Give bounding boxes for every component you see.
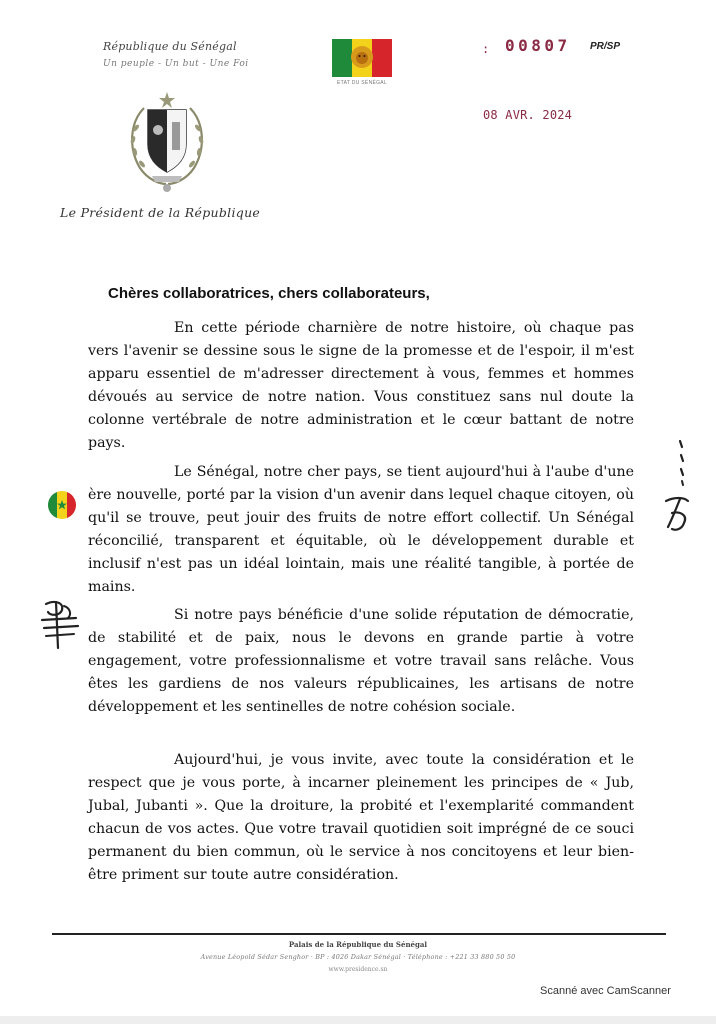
reference-suffix: PR/SP [590,41,621,52]
paragraph-2: Le Sénégal, notre cher pays, se tient aujourd'hui à l'aube d'une ère nouvelle, porté par la vision d'un avenir dans lequel chaque citoyen, où qu'il se trouve, peut jouir des fruits de notre effort collectif. Un Sénégal réconcilié, transparent et équitable, où le développement durable et inclusif n'est pas un idéal lointain, mais une réalité tangible, à portée de mains. [88,464,634,595]
paragraph-4: Aujourd'hui, je vous invite, avec toute la considération et le respect que je vous porte, à incarner pleinement les principes de « Jub, Jubal, Jubanti ». Que la droiture, la probité et l'exemplarité commandent chacun de vos actes. Que votre travail quotidien soit imprégné de ce souci permanent du bien commun, où le service à nos concitoyens et leur bien-être priment sur toute autre considération. [88,752,634,883]
president-title: Le Président de la République [60,205,261,220]
etat-caption: ETAT DU SÉNÉGAL [336,80,388,86]
lion-flag-logo [332,39,392,77]
handwritten-initial-left-icon [36,596,84,652]
coat-of-arms-seal [122,88,212,194]
salutation: Chères collaboratrices, chers collaborateurs, [108,285,430,302]
footer-title: Palais de la République du Sénégal [288,940,428,949]
senegal-flag-icon [47,490,77,520]
republic-heading: République du Sénégal [103,40,237,53]
date-stamp: 08 AVR. 2024 [483,108,573,122]
paragraph-3: Si notre pays bénéficie d'une solide réputation de démocratie, de stabilité et de paix, nous le devons en grande partie à votre engagement, votre professionnalisme et votre travail sans relâche. Vous êtes les gardiens de nos valeurs républicaines, les artisans de notre développement et les sentinelles de notre cohésion sociale. [88,607,634,715]
scanner-watermark: Scanné avec CamScanner [540,985,671,997]
footer-address: Avenue Léopold Sédar Senghor · BP : 4026 Dakar Sénégal · Téléphone : +221 33 880 50 50 [200,953,516,961]
footer-divider [52,933,666,935]
reference-number: 00807 [505,36,571,55]
national-motto: Un peuple - Un but - Une Foi [103,59,249,69]
reference-tick: : [482,42,490,56]
paragraph-1: En cette période charnière de notre histoire, où chaque pas vers l'avenir se dessine sous le signe de la promesse et de l'espoir, il m'est apparu essentiel de m'adresser directement à vous, femmes et hommes dévoués au service de notre nation. Vous constituez sans nul doute la colonne vertébrale de notre administration et le cœur battant de notre pays. [88,320,634,451]
handwritten-initial-right-icon [658,491,698,537]
bottom-band [0,1016,716,1024]
footer-website: www.presidence.sn [328,966,388,973]
handwritten-marks-right-icon [672,437,692,487]
